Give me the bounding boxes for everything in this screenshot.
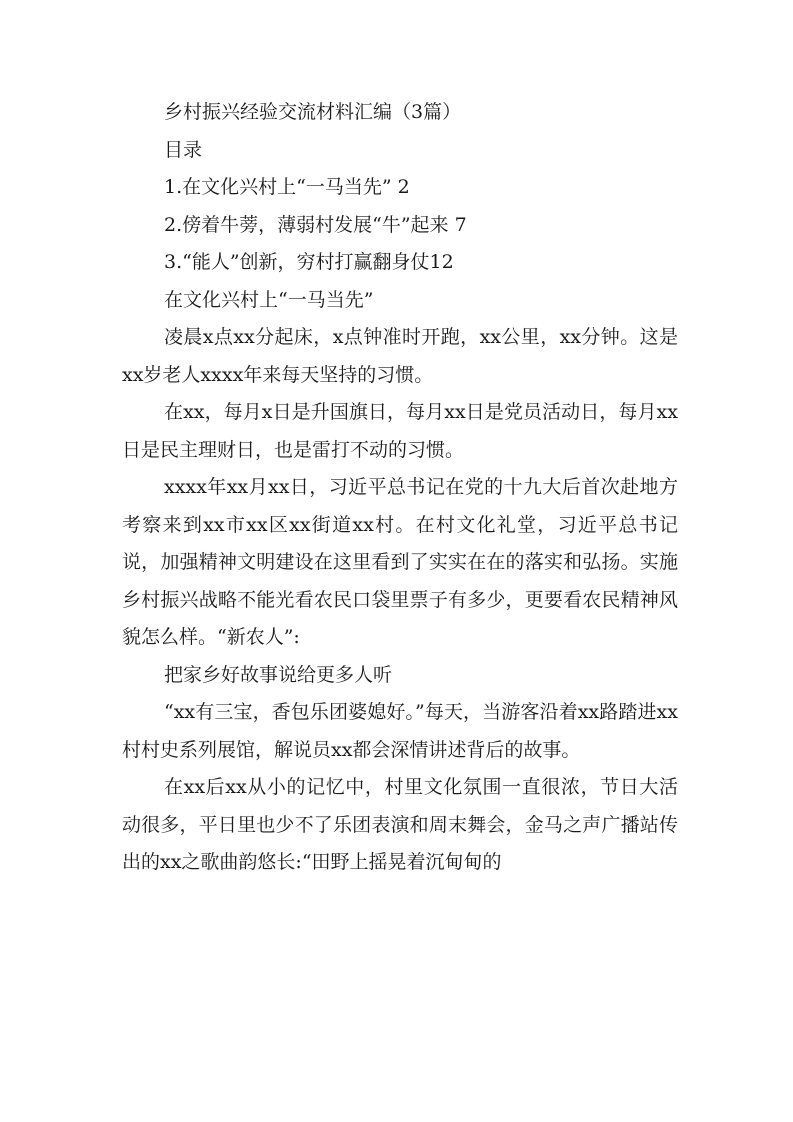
paragraph: “xx有三宝，香包乐团婆媳好。”每天，当游客沿着xx路踏进xx村村史系列展馆，解说员xx都会深情讲述背后的故事。	[122, 701, 678, 761]
section-body-a	[122, 319, 678, 657]
section-body-b	[122, 694, 678, 882]
toc-item-1: 1.在文化兴村上“一马当先” 2	[164, 176, 410, 198]
paragraph: 凌晨x点xx分起床，x点钟准时开跑，xx公里，xx分钟。这是xx岁老人xxxx年来每天坚持的习惯。	[122, 326, 678, 386]
paragraph: xxxx年xx月xx日，习近平总书记在党的十九大后首次赴地方考察来到xx市xx区xx街道xx村。在村文化礼堂，习近平总书记说，加强精神文明建设在这里看到了实实在在的落实和弘扬。实施乡村振兴战略不能光看农民口袋里票子有多少，更要看农民精神风貌怎么样。“新农人”:	[122, 476, 678, 648]
toc-item-3: 3.“能人”创新，穷村打赢翻身仗12	[164, 251, 454, 273]
paragraph: 在xx后xx从小的记忆中，村里文化氛围一直很浓，节日大活动很多，平日里也少不了乐团表演和周末舞会，金马之声广播站传出的xx之歌曲韵悠长:“田野上摇晃着沉甸甸的	[122, 776, 678, 873]
subheading: 把家乡好故事说给更多人听	[164, 663, 393, 686]
document-title: 乡村振兴经验交流材料汇编（3篇）	[164, 101, 462, 123]
paragraph: 在xx，每月x日是升国旗日，每月xx日是党员活动日，每月xx日是民主理财日，也是雷打不动的习惯。	[122, 401, 678, 461]
document-body	[122, 94, 678, 882]
toc-item-2: 2.傍着牛蒡，薄弱村发展“牛”起来 7	[164, 213, 467, 236]
toc-heading: 目录	[164, 138, 203, 161]
section-title: 在文化兴村上“一马当先”	[164, 288, 374, 311]
